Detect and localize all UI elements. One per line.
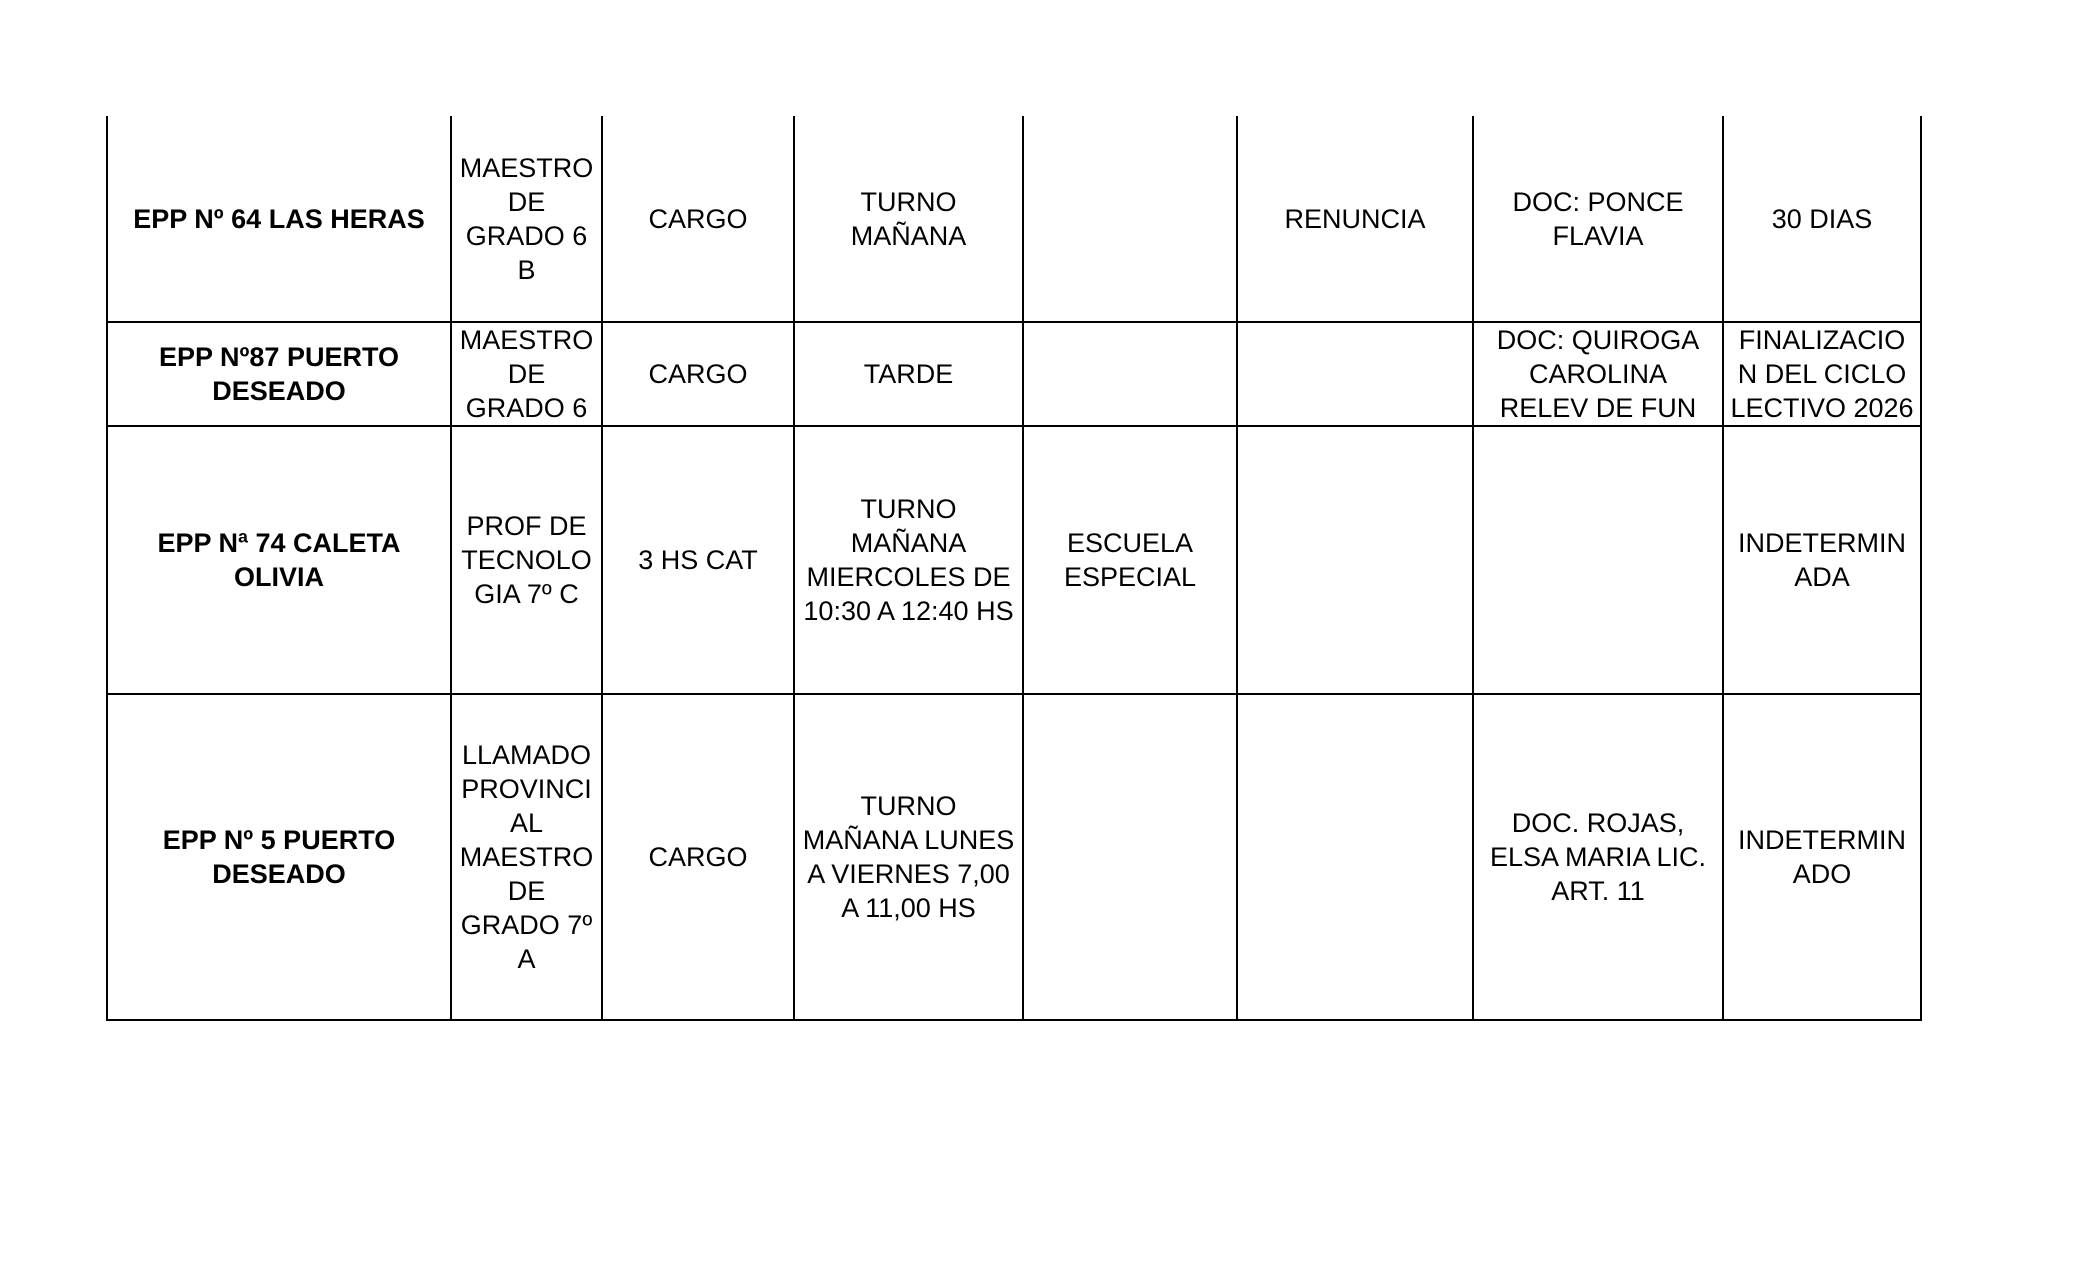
table-row [107, 426, 1921, 694]
type-cell: CARGO [602, 694, 794, 1020]
modality-cell [1023, 694, 1237, 1020]
position-cell: MAESTRO DE GRADO 6 B [451, 116, 602, 322]
position-cell: PROF DE TECNOLO GIA 7º C [451, 426, 602, 694]
table-row [107, 116, 1921, 322]
school-cell: EPP Nª 74 CALETA OLIVIA [107, 426, 451, 694]
vacancies-table [106, 116, 1922, 1021]
type-cell: CARGO [602, 322, 794, 426]
teacher-cell [1473, 426, 1723, 694]
schedule-cell: TURNO MAÑANA MIERCOLES DE 10:30 A 12:40 HS [794, 426, 1023, 694]
position-cell: MAESTRO DE GRADO 6 [451, 322, 602, 426]
reason-cell [1237, 322, 1473, 426]
schedule-cell: TURNO MAÑANA [794, 116, 1023, 322]
teacher-cell: DOC: QUIROGA CAROLINA RELEV DE FUN [1473, 322, 1723, 426]
duration-cell: INDETERMIN ADA [1723, 426, 1921, 694]
modality-cell: ESCUELA ESPECIAL [1023, 426, 1237, 694]
teacher-cell: DOC: PONCE FLAVIA [1473, 116, 1723, 322]
position-cell: LLAMADO PROVINCI AL MAESTRO DE GRADO 7º A [451, 694, 602, 1020]
table-row [107, 322, 1921, 426]
type-cell: 3 HS CAT [602, 426, 794, 694]
reason-cell: RENUNCIA [1237, 116, 1473, 322]
modality-cell [1023, 322, 1237, 426]
school-cell: EPP Nº87 PUERTO DESEADO [107, 322, 451, 426]
reason-cell [1237, 694, 1473, 1020]
school-cell: EPP Nº 64 LAS HERAS [107, 116, 451, 322]
schedule-cell: TARDE [794, 322, 1023, 426]
table-row [107, 694, 1921, 1020]
reason-cell [1237, 426, 1473, 694]
type-cell: CARGO [602, 116, 794, 322]
duration-cell: 30 DIAS [1723, 116, 1921, 322]
duration-cell: FINALIZACIO N DEL CICLO LECTIVO 2026 [1723, 322, 1921, 426]
duration-cell: INDETERMIN ADO [1723, 694, 1921, 1020]
school-cell: EPP Nº 5 PUERTO DESEADO [107, 694, 451, 1020]
teacher-cell: DOC. ROJAS, ELSA MARIA LIC. ART. 11 [1473, 694, 1723, 1020]
modality-cell [1023, 116, 1237, 322]
schedule-cell: TURNO MAÑANA LUNES A VIERNES 7,00 A 11,00 HS [794, 694, 1023, 1020]
